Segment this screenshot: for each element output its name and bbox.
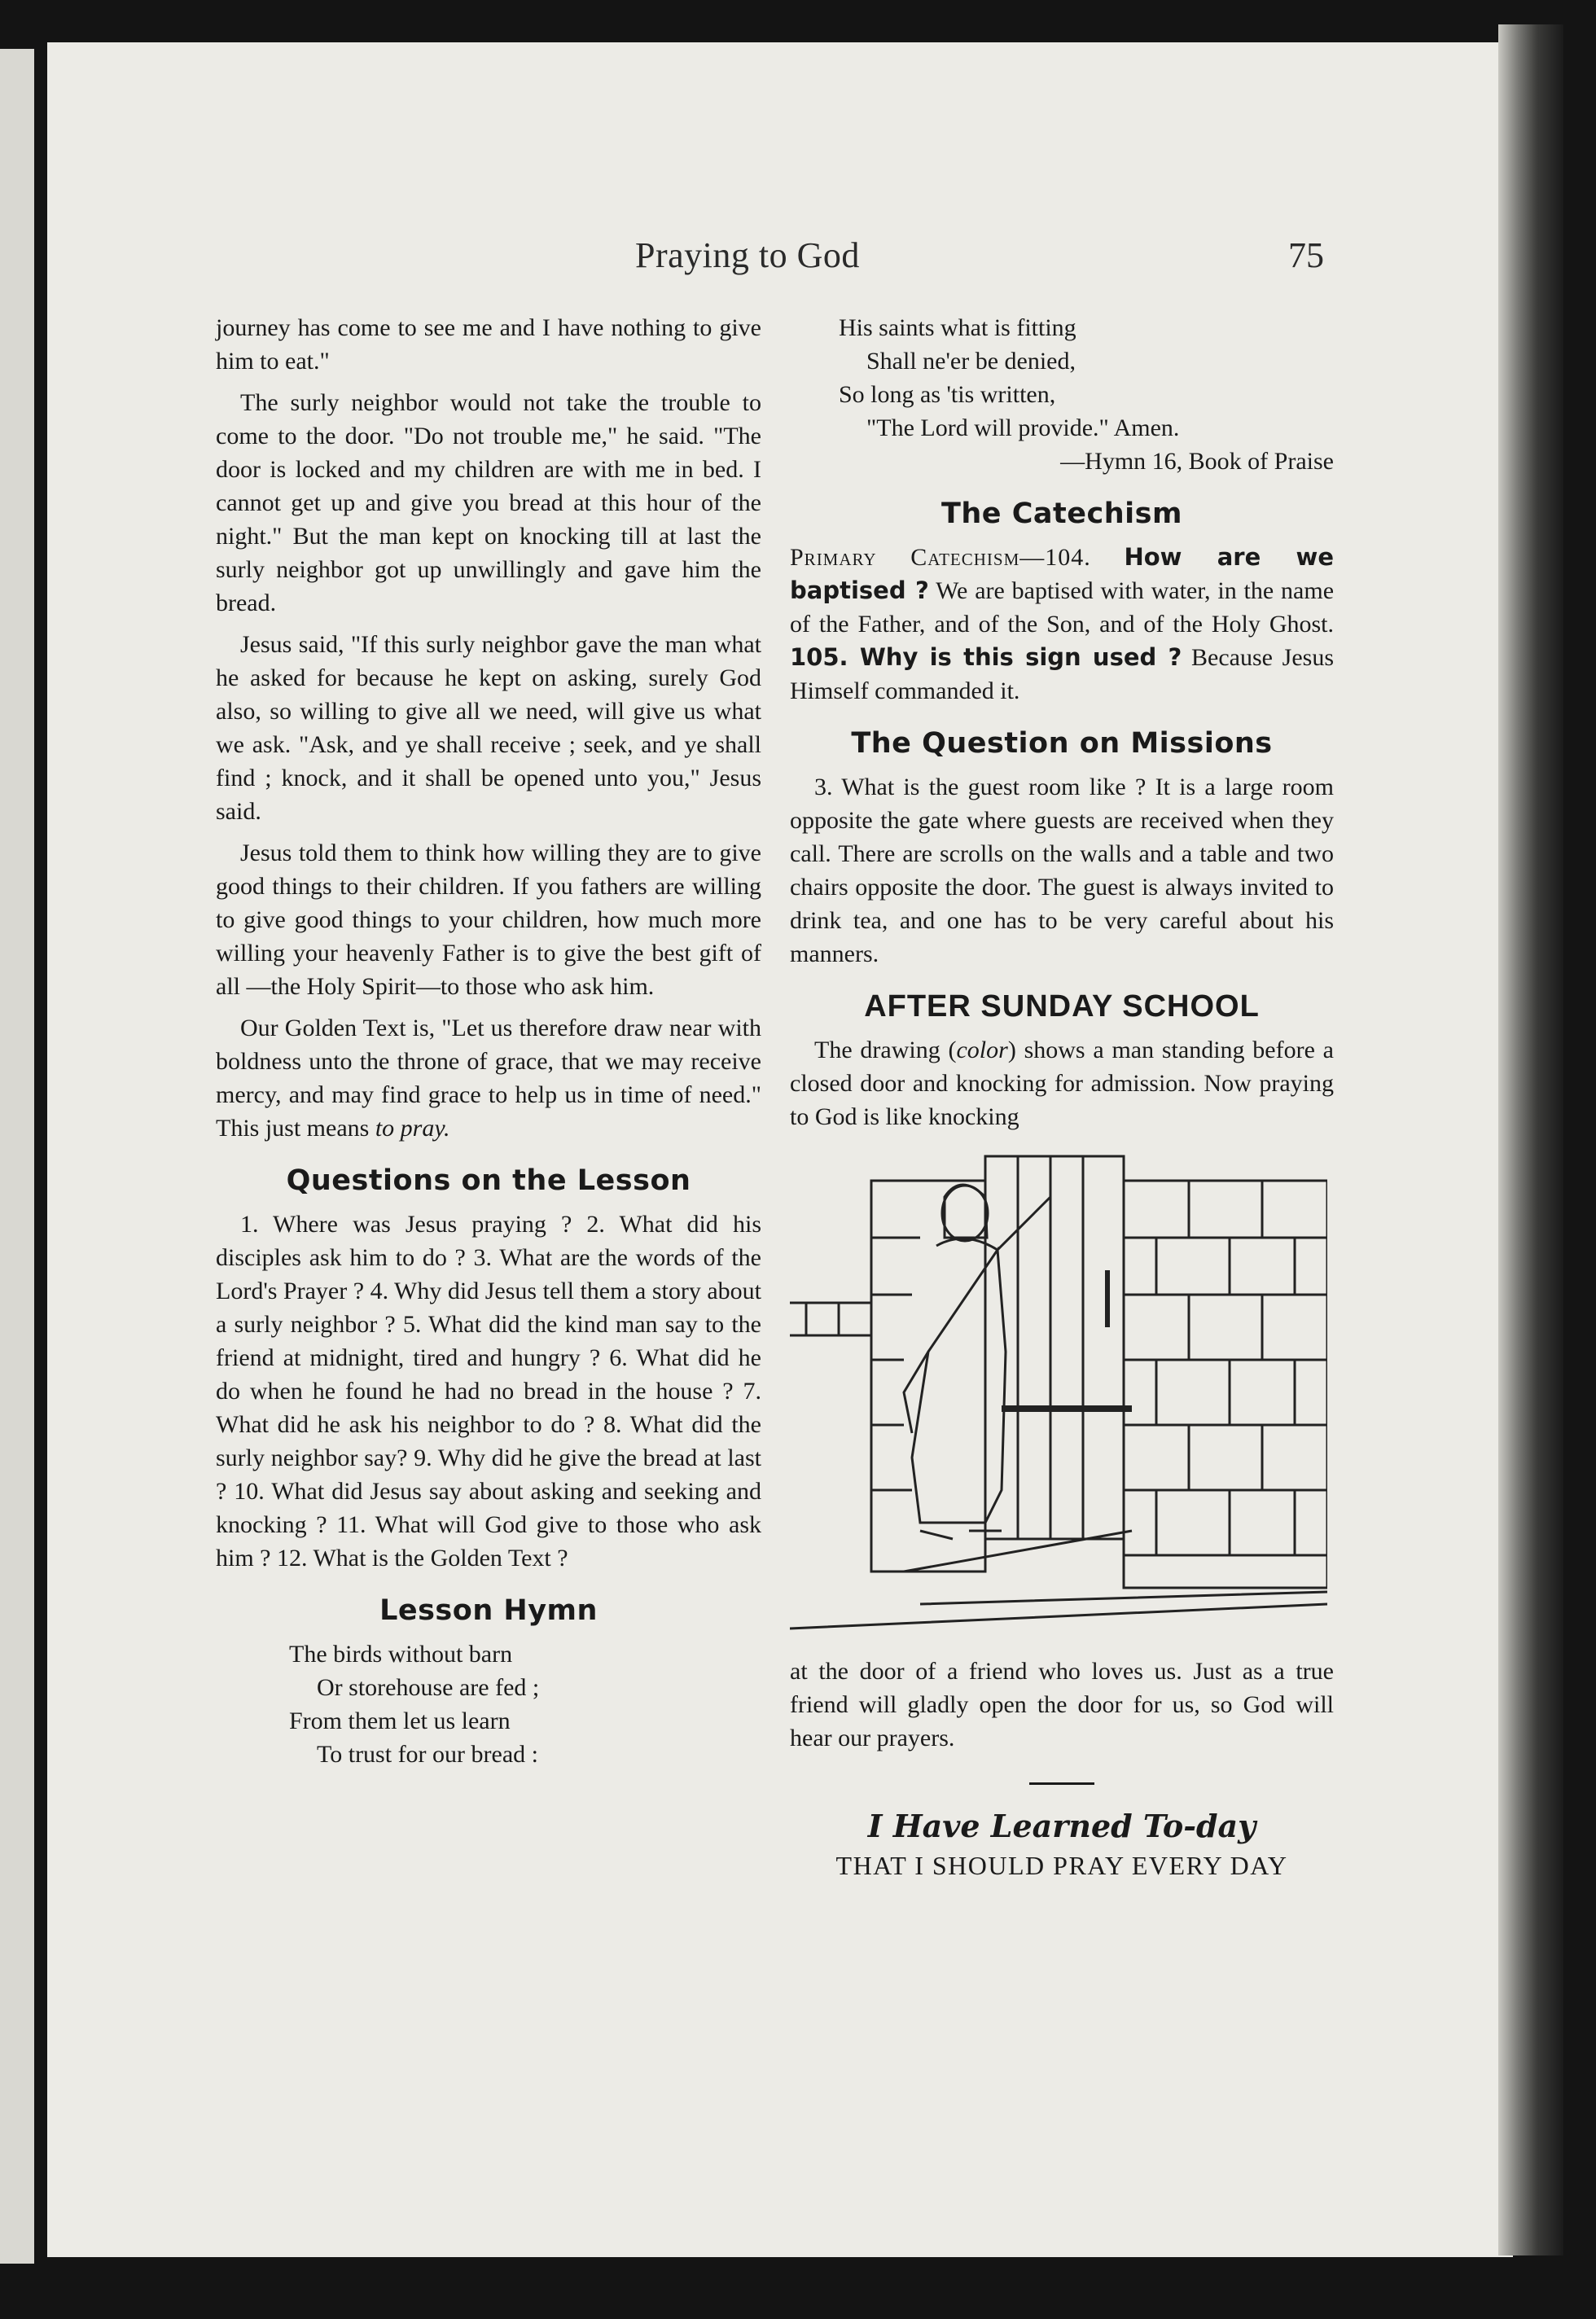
hymn-attribution: —Hymn 16, Book of Praise: [1060, 448, 1334, 475]
questions-heading: Questions on the Lesson: [286, 1164, 691, 1197]
missions-heading: The Question on Missions: [851, 727, 1273, 760]
hymn-line: Or storehouse are fed ;: [317, 1674, 540, 1701]
text-run: ) shows a man standing before a closed door and knocking for admission. Now praying to God is like knocking: [790, 1037, 1334, 1130]
page-number: 75: [1288, 235, 1324, 275]
hymn-line: His saints what is fitting: [839, 314, 1076, 341]
running-header: Praying to God: [635, 235, 860, 275]
hymn-line: The birds without barn: [289, 1641, 513, 1668]
catechism-heading: The Catechism: [941, 498, 1182, 530]
paragraph-text: Our Golden Text is, "Let us therefore draw near with boldness unto the throne of grace, that we may receive mercy, and may find grace to help us in time of need." This just means: [216, 1015, 761, 1142]
paragraph: Jesus said, "If this surly neighbor gave the man what he asked for because he kept on asking, surely God also, so willing to give all we need, will give us what we ask. "Ask, and ye shall receive ; seek, and ye shall find ; knock, and it shall be opened unto you," Jesus said.: [216, 631, 761, 825]
catechism-text: [790, 541, 1334, 708]
catechism-answer: Because Jesus Himself commanded it.: [790, 644, 1334, 704]
hymn-line: From them let us learn: [289, 1707, 511, 1734]
golden-text-paragraph: [216, 1011, 761, 1145]
hymn-line: So long as 'tis written,: [839, 381, 1056, 408]
questions-text: 1. Where was Jesus praying ? 2. What did his disciples ask him to do ? 3. What are the words of the Lord's Prayer ? 4. Why did Jesus tell them a story about a surly neighbor ? 5. What did the kind man say to the friend at midnight, tired and hungry ? 6. What did he do when he found he had no bread in the house ? 7. What did he ask his neighbor to do ? 8. What did the surly neighbor say? 9. Why did he give the bread at last ? 10. What did Jesus say about asking and seeking and knocking ? 11. What will God give to those who ask him ? 12. What is the Golden Text ?: [216, 1211, 761, 1572]
knocking-man-illustration: [790, 1148, 1327, 1637]
catechism-label: Primary Catechism—104.: [790, 544, 1091, 571]
paragraph: Jesus told them to think how willing they are to give good things to their children. If you fathers are willing to give good things to your children, how much more willing your heavenly Father is to give the best gift of all —the Holy Spirit—to those who ask him.: [216, 839, 761, 1000]
text-run: The drawing (: [814, 1037, 957, 1063]
right-column: [790, 311, 1334, 1883]
after-school-heading: AFTER SUNDAY SCHOOL: [864, 989, 1260, 1024]
hymn-line: Shall ne'er be denied,: [866, 348, 1076, 375]
missions-text: 3. What is the guest room like ? It is a large room opposite the gate where guests are received when they call. There are scrolls on the walls and a table and two chairs opposite the door. The guest is always invited to drink tea, and one has to be very careful about his manners.: [790, 774, 1334, 967]
hymn-line: To trust for our bread :: [317, 1741, 538, 1768]
catechism-question: How are we baptised ?: [790, 543, 1334, 604]
text-run-italic: color: [956, 1037, 1008, 1063]
after-school-text: [790, 1033, 1334, 1133]
learned-today-text: THAT I SHOULD PRAY EVERY DAY: [835, 1851, 1288, 1880]
hymn-heading: Lesson Hymn: [379, 1594, 598, 1627]
paragraph: journey has come to see me and I have nothing to give him to eat.": [216, 314, 761, 375]
page-edge-shadow: [1498, 24, 1563, 2255]
catechism-question: 105. Why is this sign used ?: [790, 643, 1182, 671]
hymn-verse: [216, 1637, 761, 1771]
hymn-continuation: [790, 311, 1334, 445]
catechism-answer: We are baptised with water, in the name of the Father, and of the Son, and of the Holy Ghost.: [790, 577, 1335, 638]
learned-today-heading: I Have Learned To-day: [867, 1808, 1256, 1844]
hymn-line: "The Lord will provide." Amen.: [866, 414, 1180, 441]
paragraph: The surly neighbor would not take the trouble to come to the door. "Do not trouble me," he said. "The door is locked and my children are with me in bed. I cannot get up and give you bread at this hour of the night." But the man kept on knocking till at last the surly neighbor got up unwillingly and gave him the bread.: [216, 389, 761, 616]
left-column: [216, 311, 761, 1771]
section-divider: [1029, 1782, 1094, 1785]
facing-page-edge: [0, 49, 34, 2264]
after-school-text-cont: at the door of a friend who loves us. Just as a true friend will gladly open the door for us, so God will hear our prayers.: [790, 1658, 1334, 1751]
golden-text-emphasis: to pray.: [375, 1115, 450, 1142]
